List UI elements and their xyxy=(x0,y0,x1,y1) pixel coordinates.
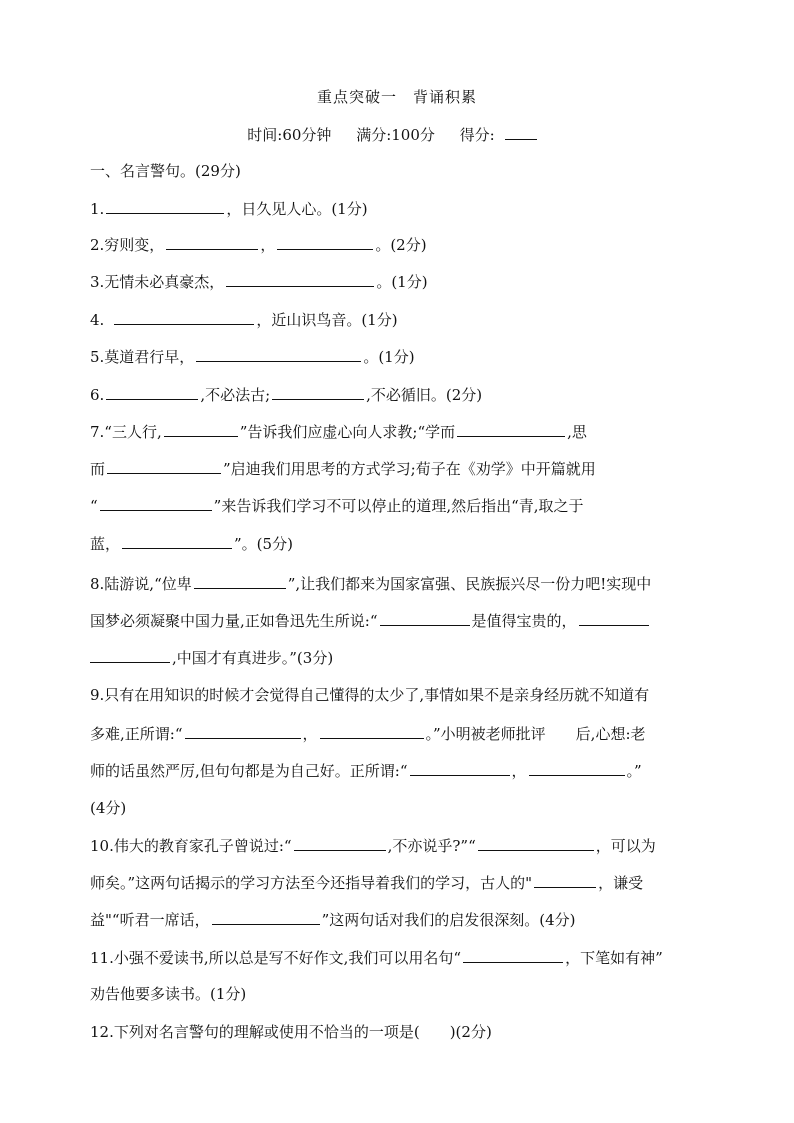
question-7-line-4 xyxy=(90,532,710,555)
question-9-line-2 xyxy=(90,722,710,745)
question-7-line-3 xyxy=(90,494,710,517)
q1-blank-1[interactable] xyxy=(106,197,224,214)
q9-text-f: ， xyxy=(511,762,527,780)
q6-blank-2[interactable] xyxy=(272,383,364,400)
question-7-line-2 xyxy=(90,457,710,480)
q7-blank-2[interactable] xyxy=(457,420,565,437)
q6-text-c: ,不必循旧。(2分) xyxy=(366,386,483,404)
q3-text-a: 3.无情未必真豪杰， xyxy=(90,273,225,291)
q2-text-b: ， xyxy=(260,236,276,254)
q10-text-a: 10.伟大的教育家孔子曾说过:“ xyxy=(90,837,292,855)
question-2 xyxy=(90,233,710,256)
q9-text-d: 。”小明被老师批评 后,心想:老 xyxy=(425,725,646,743)
full-score-label: 满分:100分 xyxy=(356,126,435,144)
q8-blank-3[interactable] xyxy=(579,609,649,626)
question-8-line-2 xyxy=(90,609,710,632)
score-label: 得分: xyxy=(459,126,495,144)
question-4 xyxy=(90,308,710,331)
question-1 xyxy=(90,197,710,220)
q7-text-d: 而 xyxy=(90,460,106,478)
q9-text-e: 师的话虽然严厉,但句句都是为自己好。正所谓:“ xyxy=(90,762,408,780)
q10-text-c: ，可以为 xyxy=(595,837,656,855)
question-10-line-2 xyxy=(90,871,710,894)
q11-blank-1[interactable] xyxy=(463,946,563,963)
q4-text-a: 4. xyxy=(90,311,105,329)
q8-text-b: ”,让我们都来为国家富强、民族振兴尽一份力吧!实现中 xyxy=(287,575,652,593)
q8-text-d: 是值得宝贵的， xyxy=(471,612,577,630)
q9-text-a: 9.只有在用知识的时候才会觉得自己懂得的太少了,事情如果不是亲身经历就不知道有 xyxy=(90,686,650,704)
q8-blank-2[interactable] xyxy=(380,609,470,626)
q9-blank-2[interactable] xyxy=(320,722,424,739)
q9-text-b: 多难,正所谓:“ xyxy=(90,725,183,743)
q6-text-a: 6. xyxy=(90,386,105,404)
question-11-line-2 xyxy=(90,983,710,1005)
q2-text-c: 。(2分) xyxy=(375,236,427,254)
q7-text-a: 7.“三人行, xyxy=(90,423,162,441)
q10-text-e: ，谦受 xyxy=(598,874,644,892)
q9-blank-4[interactable] xyxy=(529,759,625,776)
q6-text-b: ,不必法古; xyxy=(200,386,271,404)
q5-text-b: 。(1分) xyxy=(363,348,415,366)
section-heading: 一、名言警句。(29分) xyxy=(90,162,241,180)
q8-text-a: 8.陆游说,“位卑 xyxy=(90,575,192,593)
q9-blank-1[interactable] xyxy=(185,722,301,739)
question-7-line-1 xyxy=(90,420,710,443)
q11-text-c: 劝告他要多读书。(1分) xyxy=(90,985,247,1003)
q7-blank-5[interactable] xyxy=(122,532,232,549)
q8-text-c: 国梦必须凝聚中国力量,正如鲁迅先生所说:“ xyxy=(90,612,378,630)
q3-blank-1[interactable] xyxy=(226,270,374,287)
q10-blank-4[interactable] xyxy=(212,908,320,925)
q10-text-d: 师矣。”这两句话揭示的学习方法至今还指导着我们的学习，古人的" xyxy=(90,874,533,892)
q2-text-a: 2.穷则变， xyxy=(90,236,165,254)
q8-blank-1[interactable] xyxy=(194,572,286,589)
q7-blank-4[interactable] xyxy=(100,494,212,511)
q11-text-a: 11.小强不爱读书,所以总是写不好作文,我们可以用名句“ xyxy=(90,949,462,967)
q10-blank-2[interactable] xyxy=(478,834,594,851)
q7-text-g: ”来告诉我们学习不可以停止的道理,然后指出“青,取之于 xyxy=(213,497,584,515)
score-blank[interactable] xyxy=(505,123,537,140)
question-10-line-1 xyxy=(90,834,710,857)
q10-blank-1[interactable] xyxy=(294,834,386,851)
q9-blank-3[interactable] xyxy=(410,759,510,776)
question-12 xyxy=(90,1021,710,1043)
q7-blank-1[interactable] xyxy=(164,420,238,437)
q2-blank-1[interactable] xyxy=(166,233,258,250)
question-11-line-1 xyxy=(90,946,710,969)
q10-text-f: 益"“听君一席话， xyxy=(90,911,210,929)
q4-text-b: ，近山识鸟音。(1分) xyxy=(256,311,398,329)
question-10-line-3 xyxy=(90,908,710,931)
q7-blank-3[interactable] xyxy=(107,457,221,474)
score-field xyxy=(460,126,547,144)
question-8-line-3 xyxy=(90,646,710,669)
q4-blank-1[interactable] xyxy=(114,308,254,325)
q8-text-e: ,中国才有真进步。”(3分) xyxy=(172,649,334,667)
q11-text-b: ，下笔如有神” xyxy=(565,949,663,967)
question-9-line-3 xyxy=(90,759,710,782)
q6-blank-1[interactable] xyxy=(106,383,198,400)
q12-text-a: 12.下列对名言警句的理解或使用不恰当的一项是( )(2分) xyxy=(90,1023,492,1041)
exam-meta xyxy=(0,123,794,145)
q10-blank-3[interactable] xyxy=(534,871,596,888)
q7-text-c: ,思 xyxy=(567,423,587,441)
question-8-line-1 xyxy=(90,572,710,595)
q2-blank-2[interactable] xyxy=(277,233,373,250)
q5-blank-1[interactable] xyxy=(196,345,361,362)
q7-text-b: ”告诉我们应虚心向人求教;“学而 xyxy=(239,423,456,441)
question-9-line-1 xyxy=(90,684,710,706)
q10-text-g: ”这两句话对我们的启发很深刻。(4分) xyxy=(321,911,576,929)
q5-text-a: 5.莫道君行早， xyxy=(90,348,195,366)
q7-text-e: ”启迪我们用思考的方式学习;荀子在《劝学》中开篇就用 xyxy=(223,460,596,478)
q3-text-b: 。(1分) xyxy=(376,273,428,291)
q9-text-c: ， xyxy=(302,725,318,743)
q10-text-b: ,不亦说乎?”“ xyxy=(387,837,476,855)
q1-text-b: ，日久见人心。(1分) xyxy=(226,200,368,218)
q1-text-a: 1. xyxy=(90,200,105,218)
q7-text-h: 蓝， xyxy=(90,535,121,553)
q9-text-h: (4分) xyxy=(90,799,127,817)
question-3 xyxy=(90,270,710,293)
q8-blank-4[interactable] xyxy=(90,646,170,663)
q7-text-f: “ xyxy=(90,497,98,515)
time-label: 时间:60分钟 xyxy=(247,126,332,144)
q9-text-g: 。” xyxy=(626,762,642,780)
q7-text-i: ”。(5分) xyxy=(234,535,293,553)
question-5 xyxy=(90,345,710,368)
page-title: 重点突破一 背诵积累 xyxy=(316,88,477,106)
question-9-line-4 xyxy=(90,797,710,819)
question-6 xyxy=(90,383,710,406)
